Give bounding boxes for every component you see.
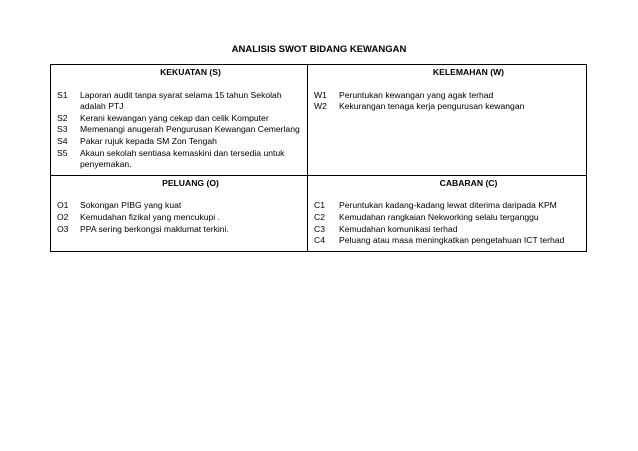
swot-row-internal: [51, 65, 587, 176]
item-text: Sokongan PIBG yang kuat: [80, 200, 182, 211]
threats-cell: [308, 175, 587, 251]
item-text: Kemudahan fizikal yang mencukupi .: [80, 211, 220, 222]
strength-item: [57, 148, 304, 171]
item-code: C2: [314, 211, 325, 222]
document-title: ANALISIS SWOT BIDANG KEWANGAN: [231, 44, 407, 55]
item-code: S3: [57, 124, 68, 135]
item-text: Kemudahan komunikasi terhad: [339, 223, 458, 234]
item-code: C3: [314, 223, 325, 234]
item-code: W1: [314, 89, 327, 100]
threats-heading: CABARAN (C): [439, 177, 498, 188]
strength-item: [57, 90, 304, 113]
item-code: W2: [314, 101, 327, 112]
strengths-heading: KEKUATAN (S): [160, 67, 221, 77]
weaknesses-heading: KELEMAHAN (W): [432, 67, 505, 77]
item-code: S2: [57, 112, 68, 123]
strength-item: [57, 124, 304, 136]
item-text: Kemudahan rangkaian Nekworking selalu terganggu: [339, 211, 539, 222]
opportunity-item: [57, 212, 304, 224]
item-text: Akaun sekolah sentiasa kemaskini dan tersedia untuk penyemakan.: [80, 147, 285, 170]
item-code: S4: [57, 135, 68, 146]
item-code: C4: [314, 235, 325, 246]
opportunity-item: [57, 224, 304, 236]
swot-table: [50, 64, 587, 252]
threat-item: [314, 224, 583, 236]
item-text: Kerani kewangan yang cekap dan celik Komputer: [80, 112, 269, 123]
item-text: Memenangi anugerah Pengurusan Kewangan Cemerlang: [80, 124, 300, 135]
strengths-cell: [51, 65, 308, 176]
weaknesses-cell: [308, 65, 587, 176]
opportunity-item: [57, 200, 304, 212]
swot-row-external: [51, 175, 587, 251]
item-code: C1: [314, 200, 325, 211]
item-text: Kekurangan tenaga kerja pengurusan kewangan: [339, 101, 525, 112]
item-text: Peluang atau masa meningkatkan pengetahuan ICT terhad: [339, 235, 565, 246]
item-text: Peruntukan kewangan yang agak terhad: [339, 89, 494, 100]
weakness-item: [314, 101, 583, 113]
opportunities-cell: [51, 175, 308, 251]
item-code: S5: [57, 147, 68, 158]
item-code: S1: [57, 89, 68, 100]
strength-item: [57, 113, 304, 125]
item-code: O3: [57, 223, 69, 234]
item-text: PPA sering berkongsi maklumat terkini.: [80, 223, 229, 234]
strength-item: [57, 136, 304, 148]
opportunities-heading: PELUANG (O): [162, 177, 219, 188]
threat-item: [314, 200, 583, 212]
item-code: O2: [57, 211, 69, 222]
item-code: O1: [57, 200, 69, 211]
weakness-item: [314, 90, 583, 102]
threat-item: [314, 212, 583, 224]
threat-item: [314, 235, 583, 247]
item-text: Laporan audit tanpa syarat selama 15 tahun Sekolah adalah PTJ: [80, 89, 282, 112]
item-text: Peruntukan kadang-kadang lewat diterima daripada KPM: [339, 200, 557, 211]
item-text: Pakar rujuk kepada SM Zon Tengah: [80, 135, 217, 146]
